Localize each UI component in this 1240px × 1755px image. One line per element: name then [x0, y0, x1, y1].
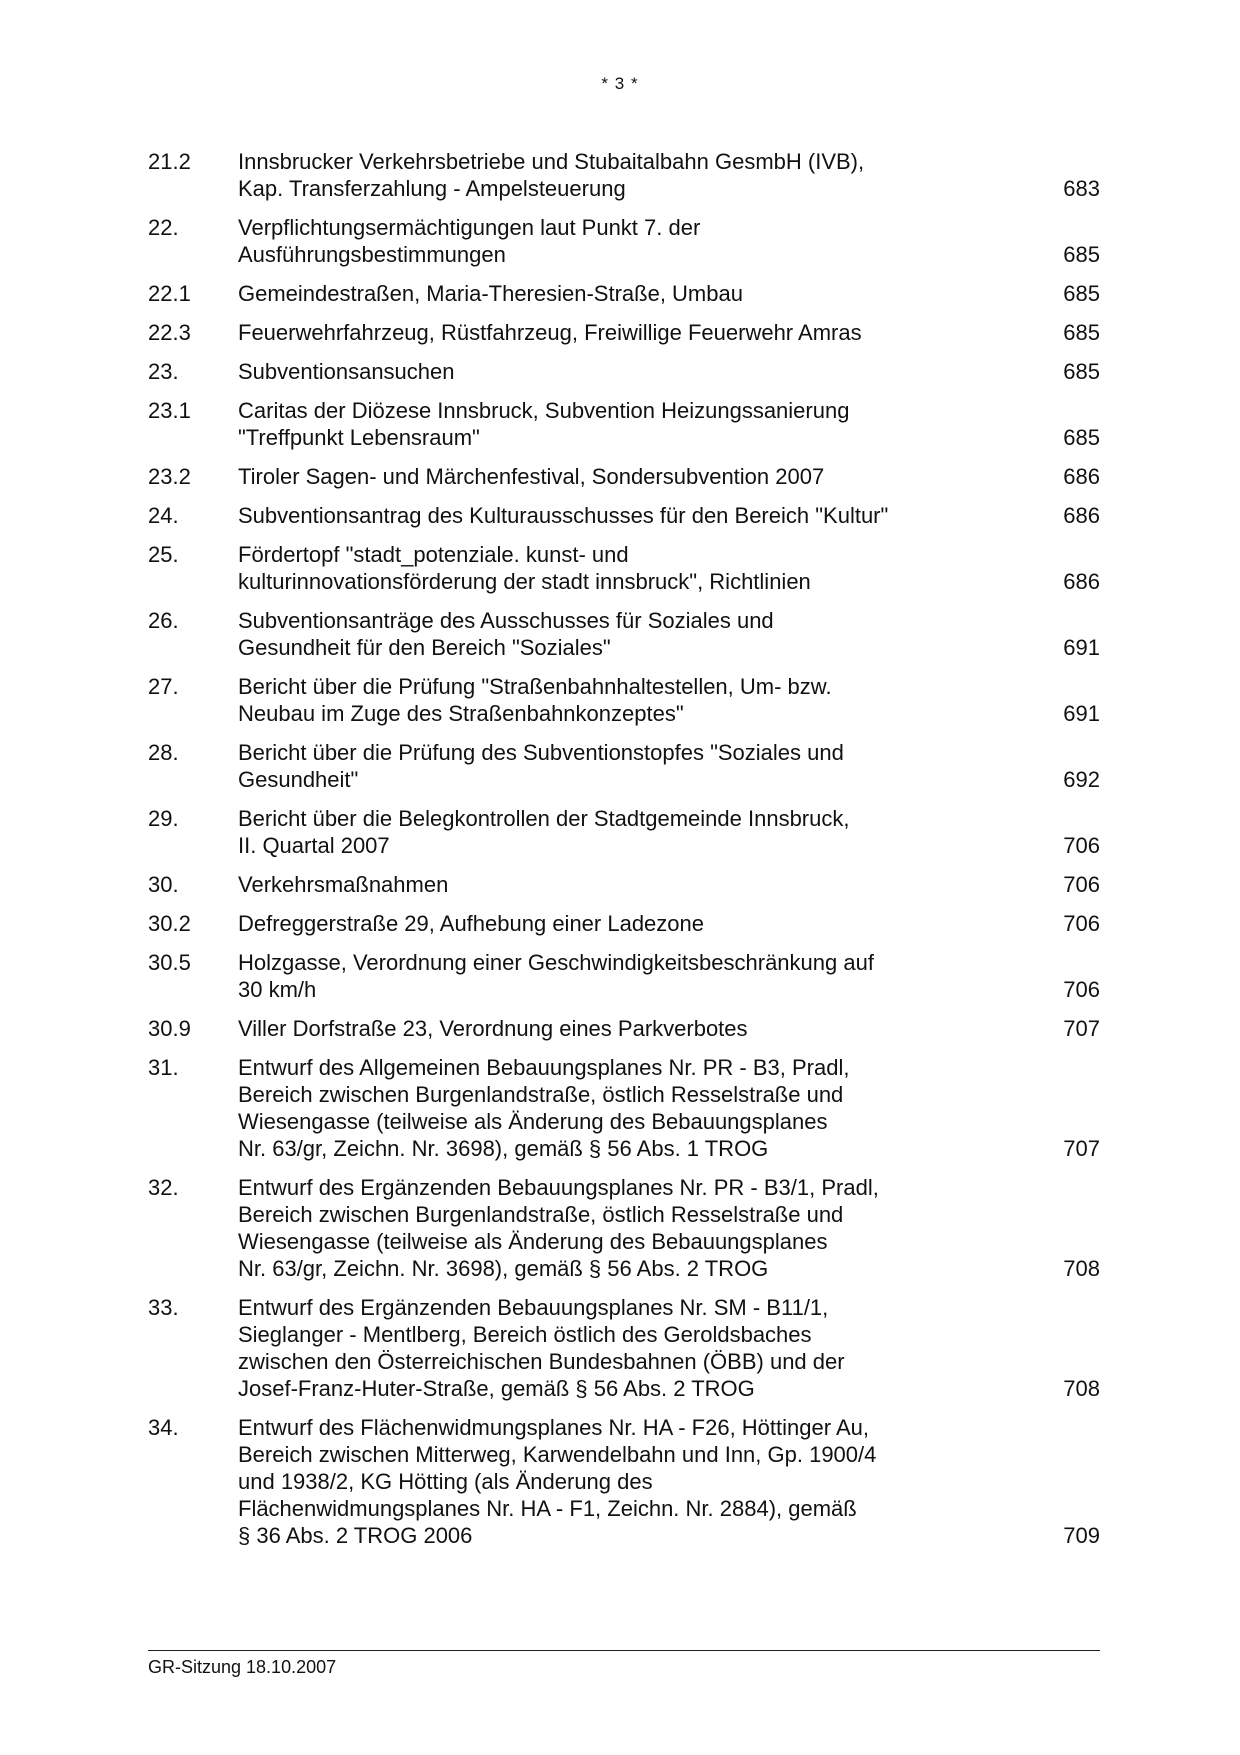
toc-entry-page: 707	[1063, 1136, 1100, 1161]
toc-entry-page: 709	[1063, 1523, 1100, 1548]
toc-entry-title-line: Entwurf des Ergänzenden Bebauungsplanes Nr. PR - B3/1, Pradl,	[238, 1175, 879, 1200]
toc-entry-number: 23.	[148, 359, 179, 384]
toc-entry	[148, 607, 1100, 661]
toc-entry-title-line: Wiesengasse (teilweise als Änderung des Bebauungsplanes	[238, 1229, 828, 1254]
toc-entry-title	[238, 673, 1020, 727]
toc-entry-title-line: Bereich zwischen Mitterweg, Karwendelbahn und Inn, Gp. 1900/4	[238, 1442, 877, 1467]
toc-entry-title-line: Kap. Transferzahlung - Ampelsteuerung	[238, 176, 626, 201]
toc-entry-title-line: Subventionsansuchen	[238, 359, 455, 384]
toc-entry-page: 686	[1063, 503, 1100, 528]
toc-entry-number: 33.	[148, 1295, 179, 1320]
toc-entry-title	[238, 358, 1020, 385]
toc-entry-title	[238, 463, 1020, 490]
toc-entry-title-line: Bericht über die Prüfung des Subventionstopfes "Soziales und	[238, 740, 844, 765]
toc-entry-number: 30.	[148, 872, 179, 897]
toc-entry-title-line: zwischen den Österreichischen Bundesbahnen (ÖBB) und der	[238, 1349, 845, 1374]
toc-entry-title	[238, 1054, 1020, 1162]
toc-entry	[148, 214, 1100, 268]
toc-entry-title	[238, 739, 1020, 793]
toc-entry-page: 686	[1063, 569, 1100, 594]
toc-entry-title	[238, 502, 1020, 529]
toc-entry-title-line: Sieglanger - Mentlberg, Bereich östlich des Geroldsbaches	[238, 1322, 812, 1347]
toc-entry-number: 23.1	[148, 398, 191, 423]
toc-entry-page: 706	[1063, 872, 1100, 897]
toc-entry-page: 691	[1063, 701, 1100, 726]
toc-entry-title-line: Bereich zwischen Burgenlandstraße, östlich Resselstraße und	[238, 1082, 844, 1107]
toc-entry-title	[238, 280, 1020, 307]
toc-entry-number: 28.	[148, 740, 179, 765]
toc-entry-title-line: Nr. 63/gr, Zeichn. Nr. 3698), gemäß § 56 Abs. 1 TROG	[238, 1136, 769, 1161]
toc-entry	[148, 910, 1100, 937]
toc-entry	[148, 1015, 1100, 1042]
toc-entry-title-line: Innsbrucker Verkehrsbetriebe und Stubaitalbahn GesmbH (IVB),	[238, 149, 865, 174]
toc-entry-title	[238, 1414, 1020, 1549]
toc-entry	[148, 673, 1100, 727]
toc-entry-title-line: II. Quartal 2007	[238, 833, 390, 858]
table-of-contents	[148, 148, 1100, 1561]
toc-entry-number: 24.	[148, 503, 179, 528]
toc-entry-number: 29.	[148, 806, 179, 831]
toc-entry-title	[238, 1294, 1020, 1402]
toc-entry	[148, 871, 1100, 898]
toc-entry-title-line: Tiroler Sagen- und Märchenfestival, Sondersubvention 2007	[238, 464, 825, 489]
toc-entry-title-line: Gesundheit für den Bereich "Soziales"	[238, 635, 611, 660]
toc-entry	[148, 280, 1100, 307]
toc-entry-title	[238, 949, 1020, 1003]
toc-entry	[148, 805, 1100, 859]
toc-entry-title-line: Viller Dorfstraße 23, Verordnung eines Parkverbotes	[238, 1016, 748, 1041]
toc-entry-title-line: Gesundheit"	[238, 767, 359, 792]
toc-entry	[148, 949, 1100, 1003]
toc-entry-title-line: 30 km/h	[238, 977, 317, 1002]
toc-entry-title-line: Nr. 63/gr, Zeichn. Nr. 3698), gemäß § 56 Abs. 2 TROG	[238, 1256, 769, 1281]
toc-entry-title-line: Subventionsanträge des Ausschusses für Soziales und	[238, 608, 774, 633]
toc-entry-title	[238, 148, 1020, 202]
toc-entry-page: 685	[1063, 242, 1100, 267]
toc-entry	[148, 1414, 1100, 1549]
toc-entry-page: 692	[1063, 767, 1100, 792]
footer-divider	[148, 1650, 1100, 1651]
toc-entry-number: 23.2	[148, 464, 191, 489]
toc-entry-number: 30.2	[148, 911, 191, 936]
toc-entry	[148, 1054, 1100, 1162]
toc-entry	[148, 502, 1100, 529]
toc-entry-number: 22.	[148, 215, 179, 240]
toc-entry-title-line: Caritas der Diözese Innsbruck, Subvention Heizungssanierung	[238, 398, 850, 423]
toc-entry-number: 26.	[148, 608, 179, 633]
toc-entry-title	[238, 1174, 1020, 1282]
toc-entry	[148, 1294, 1100, 1402]
toc-entry	[148, 541, 1100, 595]
toc-entry-page: 686	[1063, 464, 1100, 489]
toc-entry-title	[238, 214, 1020, 268]
toc-entry-page: 707	[1063, 1016, 1100, 1041]
toc-entry-page: 706	[1063, 977, 1100, 1002]
toc-entry-title-line: Wiesengasse (teilweise als Änderung des Bebauungsplanes	[238, 1109, 828, 1134]
toc-entry-title-line: Bereich zwischen Burgenlandstraße, östlich Resselstraße und	[238, 1202, 844, 1227]
toc-entry-title-line: Ausführungsbestimmungen	[238, 242, 506, 267]
toc-entry-title-line: Josef-Franz-Huter-Straße, gemäß § 56 Abs. 2 TROG	[238, 1376, 755, 1401]
toc-entry-title-line: Gemeindestraßen, Maria-Theresien-Straße, Umbau	[238, 281, 743, 306]
toc-entry-title-line: Neubau im Zuge des Straßenbahnkonzeptes"	[238, 701, 684, 726]
toc-entry-page: 685	[1063, 281, 1100, 306]
toc-entry-page: 691	[1063, 635, 1100, 660]
toc-entry-number: 22.3	[148, 320, 191, 345]
toc-entry-number: 34.	[148, 1415, 179, 1440]
toc-entry-title	[238, 805, 1020, 859]
toc-entry-title-line: Holzgasse, Verordnung einer Geschwindigkeitsbeschränkung auf	[238, 950, 874, 975]
toc-entry-page: 708	[1063, 1376, 1100, 1401]
toc-entry	[148, 397, 1100, 451]
toc-entry-page: 706	[1063, 911, 1100, 936]
toc-entry-number: 30.9	[148, 1016, 191, 1041]
toc-entry-title	[238, 1015, 1020, 1042]
toc-entry-title	[238, 910, 1020, 937]
toc-entry-number: 30.5	[148, 950, 191, 975]
toc-entry-title-line: Feuerwehrfahrzeug, Rüstfahrzeug, Freiwillige Feuerwehr Amras	[238, 320, 862, 345]
toc-entry-title	[238, 541, 1020, 595]
toc-entry-title	[238, 319, 1020, 346]
toc-entry-number: 22.1	[148, 281, 191, 306]
toc-entry	[148, 148, 1100, 202]
toc-entry-number: 21.2	[148, 149, 191, 174]
toc-entry-number: 25.	[148, 542, 179, 567]
footer-session-date: GR-Sitzung 18.10.2007	[148, 1657, 337, 1677]
toc-entry-title-line: Entwurf des Ergänzenden Bebauungsplanes Nr. SM - B11/1,	[238, 1295, 829, 1320]
toc-entry-title	[238, 871, 1020, 898]
toc-entry-page: 683	[1063, 176, 1100, 201]
toc-entry-page: 685	[1063, 320, 1100, 345]
toc-entry-title-line: Bericht über die Belegkontrollen der Stadtgemeinde Innsbruck,	[238, 806, 850, 831]
toc-entry	[148, 319, 1100, 346]
toc-entry-page: 685	[1063, 425, 1100, 450]
toc-entry-title-line: Subventionsantrag des Kulturausschusses für den Bereich "Kultur"	[238, 503, 889, 528]
toc-entry	[148, 463, 1100, 490]
toc-entry	[148, 739, 1100, 793]
toc-entry-number: 32.	[148, 1175, 179, 1200]
toc-entry	[148, 1174, 1100, 1282]
toc-entry-title-line: Fördertopf "stadt_potenziale. kunst- und	[238, 542, 629, 567]
toc-entry-page: 708	[1063, 1256, 1100, 1281]
toc-entry-title-line: § 36 Abs. 2 TROG 2006	[238, 1523, 473, 1548]
toc-entry-number: 27.	[148, 674, 179, 699]
toc-entry-title-line: Entwurf des Flächenwidmungsplanes Nr. HA - F26, Höttinger Au,	[238, 1415, 869, 1440]
toc-entry-title-line: und 1938/2, KG Hötting (als Änderung des	[238, 1469, 653, 1494]
toc-entry-title-line: Bericht über die Prüfung "Straßenbahnhaltestellen, Um- bzw.	[238, 674, 832, 699]
toc-entry-number: 31.	[148, 1055, 179, 1080]
toc-entry-title	[238, 607, 1020, 661]
toc-entry-title-line: Defreggerstraße 29, Aufhebung einer Ladezone	[238, 911, 704, 936]
toc-entry	[148, 358, 1100, 385]
toc-entry-title-line: Flächenwidmungsplanes Nr. HA - F1, Zeichn. Nr. 2884), gemäß	[238, 1496, 857, 1521]
toc-entry-page: 706	[1063, 833, 1100, 858]
toc-entry-title-line: kulturinnovationsförderung der stadt innsbruck", Richtlinien	[238, 569, 811, 594]
page-number: * 3 *	[601, 74, 639, 93]
toc-entry-title	[238, 397, 1020, 451]
toc-entry-title-line: "Treffpunkt Lebensraum"	[238, 425, 480, 450]
toc-entry-page: 685	[1063, 359, 1100, 384]
toc-entry-title-line: Verpflichtungsermächtigungen laut Punkt 7. der	[238, 215, 701, 240]
toc-entry-title-line: Verkehrsmaßnahmen	[238, 872, 449, 897]
toc-entry-title-line: Entwurf des Allgemeinen Bebauungsplanes Nr. PR - B3, Pradl,	[238, 1055, 850, 1080]
